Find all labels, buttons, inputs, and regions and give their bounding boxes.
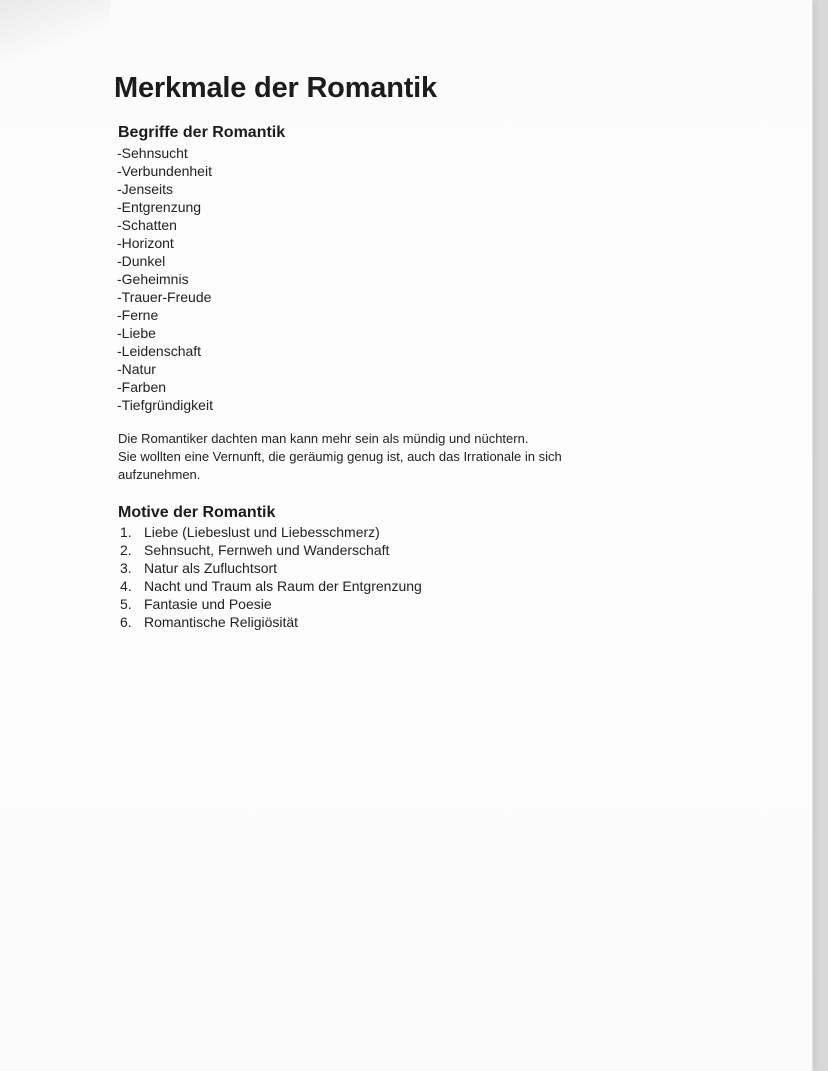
list-item: -Ferne xyxy=(117,307,159,323)
list-item: -Jenseits xyxy=(117,181,174,197)
list-item xyxy=(120,613,422,631)
list-item: -Dunkel xyxy=(117,253,166,269)
motive-heading: Motive der Romantik xyxy=(118,504,276,521)
list-number: 4. xyxy=(120,578,132,594)
list-item xyxy=(120,577,422,595)
list-text: Romantische Religiösität xyxy=(144,614,299,630)
list-item xyxy=(120,595,422,613)
list-item: -Geheimnis xyxy=(117,271,189,287)
list-text: Fantasie und Poesie xyxy=(144,596,272,612)
list-item: -Trauer-Freude xyxy=(117,289,212,305)
list-item: -Verbundenheit xyxy=(117,163,212,179)
list-text: Nacht und Traum als Raum der Entgrenzung xyxy=(144,578,422,594)
list-item: -Sehnsucht xyxy=(117,145,188,161)
paragraph-line: Sie wollten eine Vernunft, die geräumig genug ist, auch das Irrationale in sich xyxy=(118,449,562,464)
list-item: -Horizont xyxy=(117,235,174,251)
page-title: Merkmale der Romantik xyxy=(114,72,437,104)
list-number: 2. xyxy=(120,542,132,558)
romantik-paragraph xyxy=(118,430,678,484)
motive-list xyxy=(120,523,422,631)
list-item xyxy=(120,541,422,559)
list-item: -Natur xyxy=(117,361,156,377)
list-item xyxy=(120,523,422,541)
list-text: Liebe (Liebeslust und Liebesschmerz) xyxy=(144,524,380,540)
list-number: 6. xyxy=(120,614,132,630)
list-number: 5. xyxy=(120,596,132,612)
list-item: -Liebe xyxy=(117,325,156,341)
list-item: -Entgrenzung xyxy=(117,199,202,215)
scan-corner-shadow xyxy=(0,0,110,60)
begriffe-heading: Begriffe der Romantik xyxy=(118,124,286,141)
list-number: 3. xyxy=(120,560,132,576)
list-item: -Leidenschaft xyxy=(117,343,202,359)
list-item: -Schatten xyxy=(117,217,177,233)
list-item xyxy=(120,559,422,577)
list-number: 1. xyxy=(120,524,132,540)
begriffe-list xyxy=(117,144,213,414)
list-item: -Tiefgründigkeit xyxy=(117,397,213,413)
list-item: -Farben xyxy=(117,379,167,395)
list-text: Sehnsucht, Fernweh und Wanderschaft xyxy=(144,542,390,558)
paragraph-line: aufzunehmen. xyxy=(118,467,201,482)
paragraph-line: Die Romantiker dachten man kann mehr sein als mündig und nüchtern. xyxy=(118,431,529,446)
list-text: Natur als Zufluchtsort xyxy=(144,560,278,576)
